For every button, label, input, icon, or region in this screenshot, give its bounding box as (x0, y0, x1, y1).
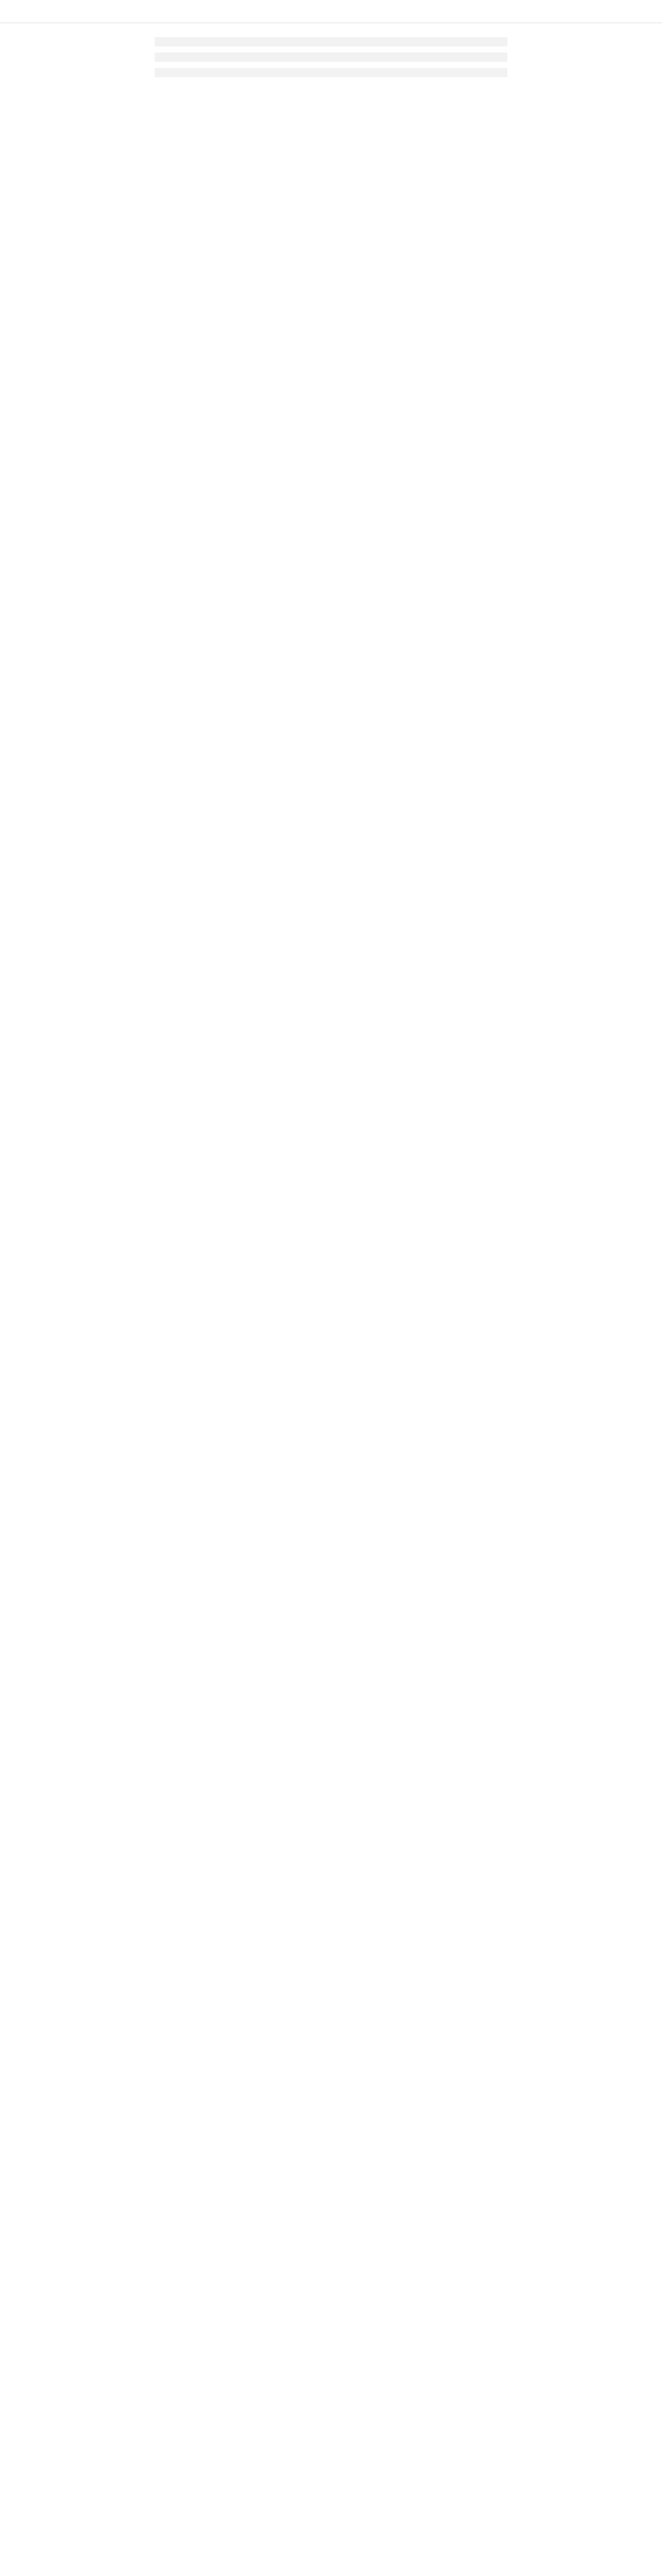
body-text-placeholder (155, 37, 507, 46)
body-text-placeholder (155, 68, 507, 77)
body-text-placeholder (155, 53, 507, 62)
reader-content (155, 31, 507, 83)
top-bar (0, 0, 662, 23)
